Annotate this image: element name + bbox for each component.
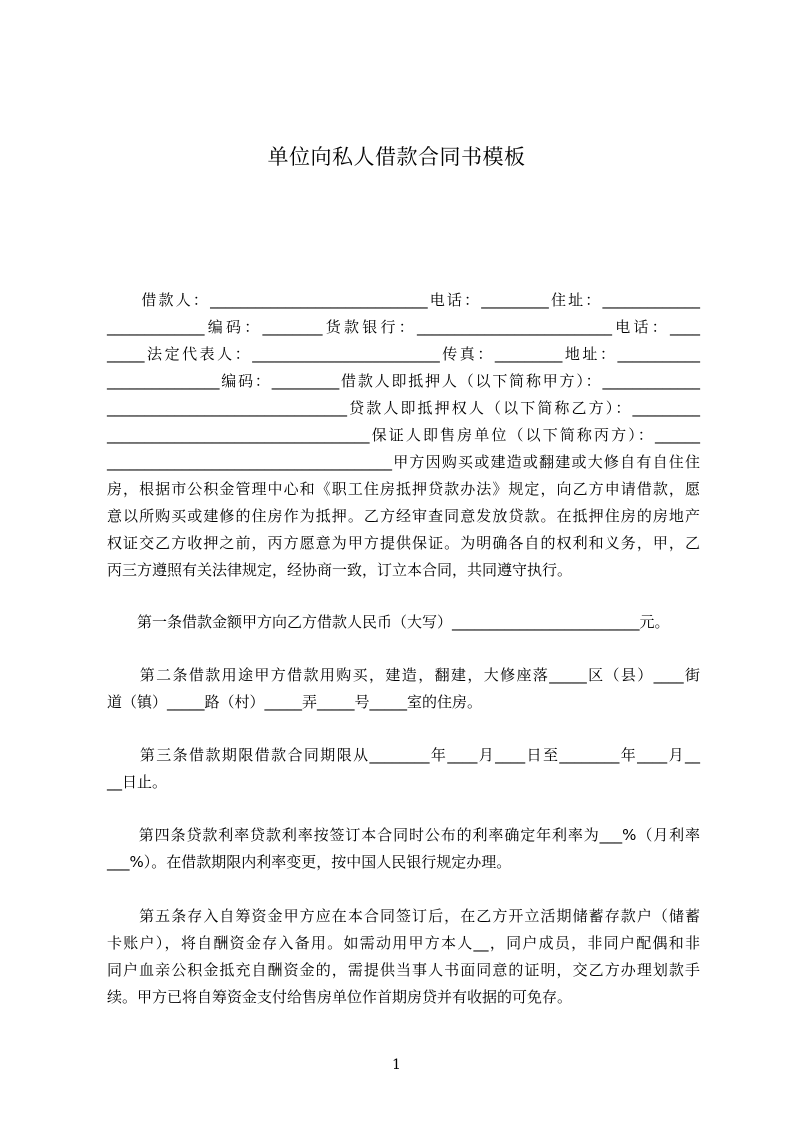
text-line: _______________编码：_________借款人即抵押人（以下简称甲方）：_____________ — [107, 372, 700, 390]
article-3-cont: __日止。 — [107, 773, 168, 791]
article-5-cont: 续。甲方已将自筹资金支付给售房单位作首期房贷并有收据的可免存。 — [107, 988, 573, 1006]
text-line: ______________________________________甲方因购买或建造或翻建或大修自有自住住 — [107, 453, 700, 471]
article-5-cont: 同户血亲公积金抵充自酬资金的，需提供当事人书面同意的证明，交乙方办理划款手 — [107, 961, 700, 979]
article-5-cont: 卡账户），将自酬资金存入备用。如需动用甲方本人__，同户成员，非同户配偶和非 — [107, 934, 700, 952]
text-line: 丙三方遵照有关法律规定，经协商一致，订立本合同，共同遵守执行。 — [107, 561, 573, 579]
article-3: 第三条借款期限借款合同期限从________年____月____日至________年____月__ — [107, 746, 700, 764]
article-4: 第四条贷款利率贷款利率按签订本合同时公布的利率确定年利率为___%（月利率 — [107, 826, 700, 844]
text-line: ___________________________________保证人即售房单位（以下简称丙方）：______ — [107, 426, 700, 444]
article-5: 第五条存入自筹资金甲方应在本合同签订后，在乙方开立活期储蓄存款户（储蓄 — [107, 907, 700, 925]
article-4-cont: ___%）。在借款期限内利率变更，按中国人民银行规定办理。 — [107, 853, 512, 871]
text-line: 房，根据市公积金管理中心和《职工住房抵押贷款办法》规定，向乙方申请借款，愿 — [107, 480, 700, 498]
article-2: 第二条借款用途甲方借款用购买，建造，翻建，大修座落_____区（县）____街 — [107, 666, 700, 684]
text-line: 意以所购买或建修的住房作为抵押。乙方经审查同意发放贷款。在抵押住房的房地产 — [107, 507, 700, 525]
text-line: 权证交乙方收押之前，丙方愿意为甲方提供保证。为明确各自的权利和义务，甲，乙 — [107, 534, 700, 552]
page-number: 1 — [392, 1057, 401, 1073]
document-title: 单位向私人借款合同书模板 — [267, 145, 526, 169]
article-1: 第一条借款金额甲方向乙方借款人民币（大写）_________________________元。 — [107, 613, 670, 631]
article-2-cont: 道（镇）_____路（村）_____弄_____号_____室的住房。 — [107, 693, 483, 711]
text-line: _____法定代表人：_________________________传真：_________地址：___________ — [107, 345, 700, 363]
text-line: ________________________________贷款人即抵押权人（以下简称乙方）：_________ — [107, 399, 700, 417]
text-line: 借款人：_____________________________电话：_________住址：_____________ — [107, 291, 700, 309]
text-line: _____________编码：________货款银行：__________________________电话：____ — [107, 318, 700, 336]
